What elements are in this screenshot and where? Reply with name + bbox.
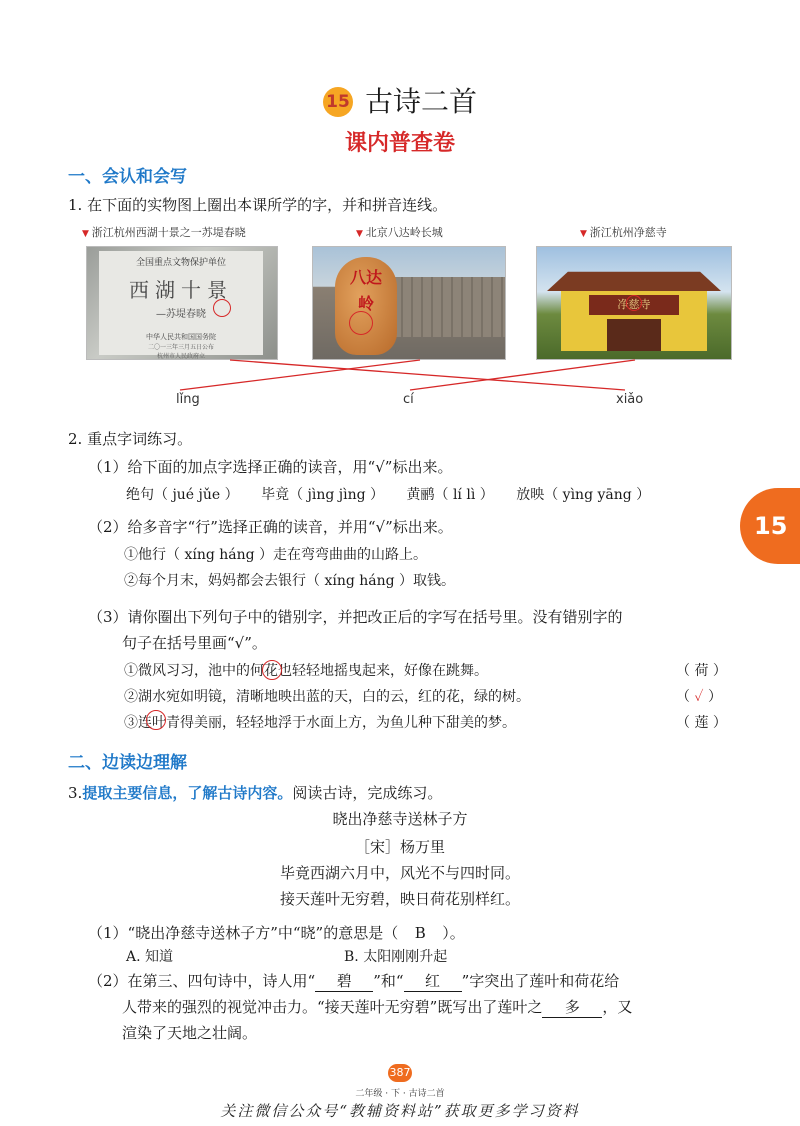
lesson-title: 古诗二首: [364, 85, 477, 118]
circle-mark: [349, 311, 373, 335]
q3-p2-line2: 人带来的强烈的视觉冲击力。“接天莲叶无穷碧”既写出了莲叶之 多 ，又: [122, 998, 633, 1016]
pinyin-ling: lǐng: [176, 392, 200, 407]
photo2-caption: ▼ 北京八达岭长城: [356, 226, 443, 239]
reading-item: 放映（ yìng yāng ）: [516, 487, 651, 503]
section1-title: 一、会认和会写: [68, 167, 187, 187]
poem-author: ［宋］杨万里: [354, 838, 445, 856]
poem-line-2: 接天莲叶无穷碧，映日荷花别样红。: [279, 890, 520, 908]
correction-row-2: ②湖水宛如明镜，清晰地映出蓝的天，白的云，红的花，绿的树。: [124, 689, 530, 705]
q3-p1-stem: （1）“晓出净慈寺送林子方”中“晓”的意思是（ B ）。: [88, 924, 465, 942]
photo3-caption: ▼ 浙江杭州净慈寺: [580, 226, 667, 239]
reading-item: 黄鹂（ lí lì ）: [406, 487, 494, 503]
q3-p2-line1: （2）在第三、四句诗中，诗人用“ 碧 ”和“ 红 ”字突出了莲叶和荷花给: [88, 972, 620, 990]
correction-answer-2: （ ✓ ）: [676, 689, 722, 705]
q2-p2-sentence1: ①他行（ xíng háng ）走在弯弯曲曲的山路上。: [124, 547, 428, 563]
q3-p2-line3: 渲染了天地之壮阔。: [122, 1024, 258, 1042]
section2-title: 二、边读边理解: [68, 753, 187, 773]
poem-title: 晓出净慈寺送林子方: [332, 810, 468, 828]
line-photo1-xiao: [230, 360, 625, 390]
page-title: [0, 80, 800, 120]
photo1-caption: ▼ 浙江杭州西湖十景之一苏堤春晓: [82, 226, 246, 239]
answer-blank: 碧: [315, 970, 373, 992]
correction-answer-1: （ 荷 ）: [676, 663, 727, 679]
line-photo3-ci: [410, 360, 635, 390]
reading-item: 绝句（ jué jǔe ）: [126, 487, 239, 503]
q3-p1-option-b: B. 太阳刚刚升起: [344, 949, 448, 965]
correction-row-1: ①微风习习，池中的何花也轻轻地摇曳起来，好像在跳舞。: [124, 663, 488, 679]
photo-badaling-rock: 八达岭: [312, 246, 506, 360]
side-lesson-tab: 15: [740, 488, 800, 564]
q3-p1-option-a: A. 知道: [126, 949, 174, 965]
footer-subtitle: 二年级 · 下 · 古诗二首: [355, 1089, 445, 1099]
q2-p2-stem: （2）给多音字“行”选择正确的读音，并用“√”标出来。: [88, 518, 453, 536]
q2-p3-stem-line1: （3）请你圈出下列句子中的错别字，并把改正后的字写在括号里。没有错别字的: [88, 608, 623, 626]
line-photo2-ling: [180, 360, 420, 390]
circle-mark: [262, 660, 282, 680]
q2-p1-stem: （1）给下面的加点字选择正确的读音，用“√”标出来。: [88, 458, 453, 476]
q2-p1-items: [126, 484, 668, 504]
page-number: 387: [388, 1064, 412, 1082]
correction-row-3: ③连叶青得美丽，轻轻地浮于水面上方，为鱼儿种下甜美的梦。: [124, 715, 516, 731]
q2-p3-stem-line2: 句子在括号里画“√”。: [122, 634, 267, 652]
footer-note: 关注微信公众号“教辅资料站”获取更多学习资料: [220, 1102, 580, 1120]
circle-mark: [146, 710, 166, 730]
photo-sudi-tablet: 全国重点文物保护单位 西湖十景 —苏堤春晓 中华人民共和国国务院 二〇一三年三月五日公布 杭州市人民政府立: [86, 246, 278, 360]
circle-mark: [213, 299, 231, 317]
reading-item: 毕竟（ jìng jìng ）: [261, 487, 385, 503]
answer-blank: 多: [542, 996, 602, 1018]
q2-stem: 2. 重点字词练习。: [68, 430, 193, 448]
circle-mark: [626, 295, 642, 311]
pinyin-ci: cí: [403, 392, 414, 407]
q1-stem: 1. 在下面的实物图上圈出本课所学的字，并和拼音连线。: [68, 196, 448, 214]
photo-jingci-temple: 净慈寺: [536, 246, 732, 360]
page-subtitle: 课内普查卷: [344, 130, 455, 156]
answer-lines: [160, 356, 680, 396]
answer-blank: 红: [404, 970, 462, 992]
q3-stem: 3.提取主要信息，了解古诗内容。阅读古诗，完成练习。: [68, 784, 443, 802]
correction-answer-3: （ 莲 ）: [676, 715, 727, 731]
pinyin-xiao: xiǎo: [616, 392, 644, 407]
lesson-number-badge: 15: [323, 87, 353, 117]
poem-line-1: 毕竟西湖六月中，风光不与四时同。: [279, 864, 520, 882]
q2-p2-sentence2: ②每个月末，妈妈都会去银行（ xíng háng ）取钱。: [124, 573, 456, 589]
